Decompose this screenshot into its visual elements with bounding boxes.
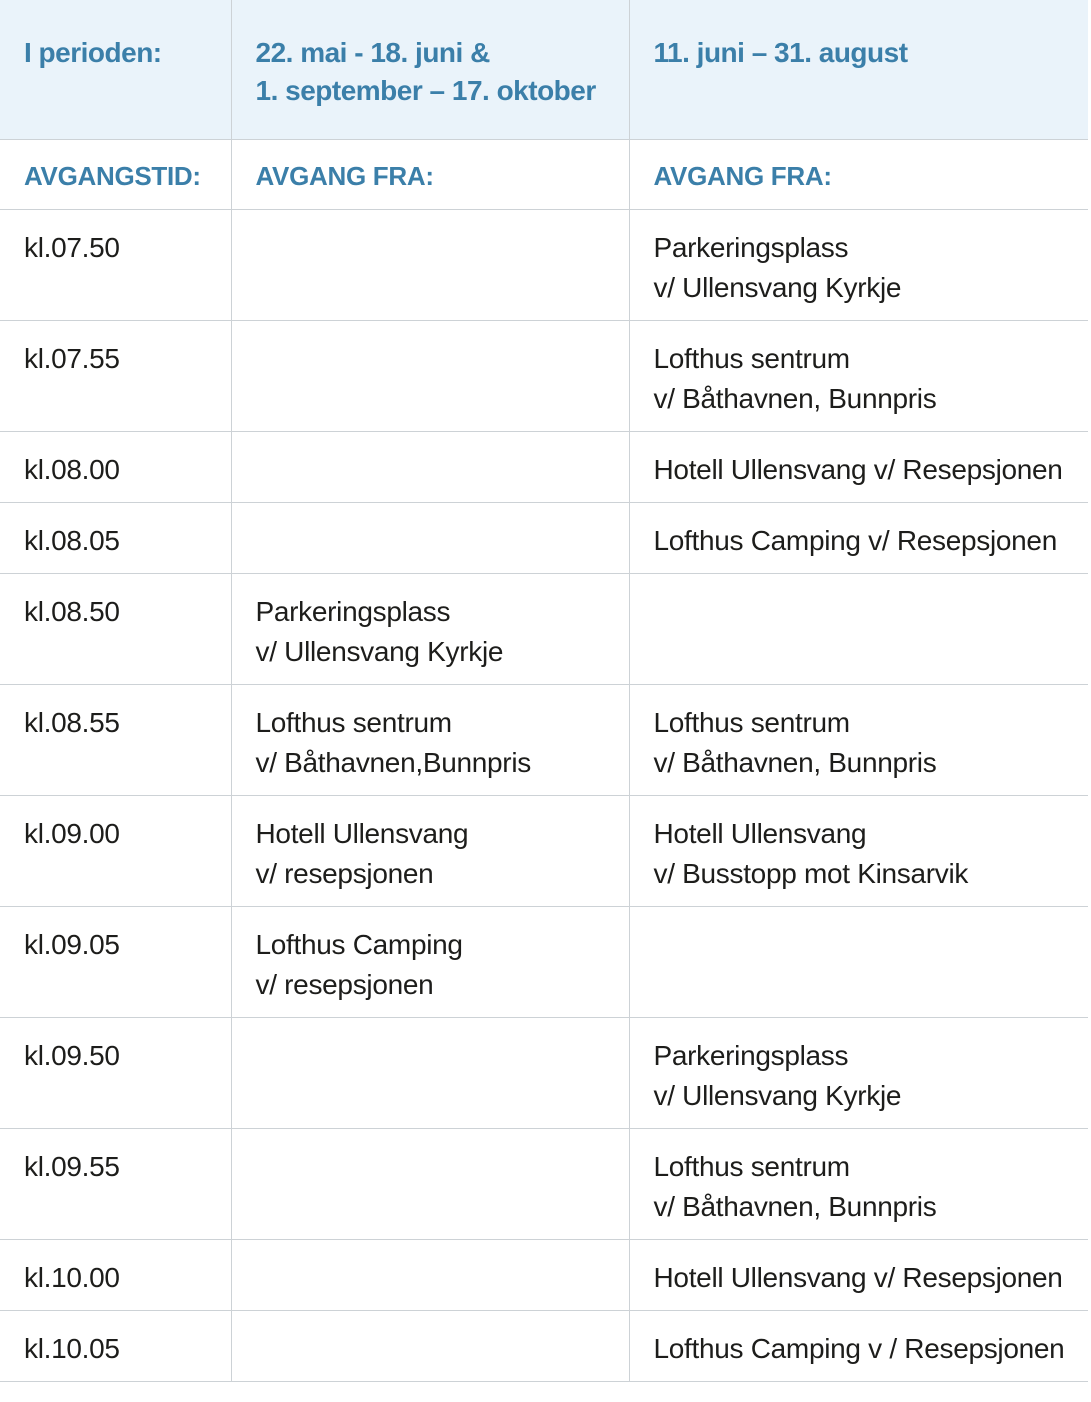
departure-location-line: Hotell Ullensvang v/ Resepsjonen: [653, 1261, 1063, 1293]
departure-location-col2-cell: [231, 1310, 629, 1381]
departure-location-line: Lofthus sentrum: [653, 342, 850, 374]
departure-location-col3-cell: [629, 502, 1088, 573]
schedule-row: [0, 795, 1088, 906]
departure-location-col2-cell: [231, 906, 629, 1017]
departure-location-line: v/ Båthavnen, Bunnpris: [653, 382, 937, 414]
departure-location-col2-cell: [231, 209, 629, 320]
departure-time: kl.08.55: [24, 706, 120, 738]
period-col2-line: 1. september – 17. oktober: [255, 75, 596, 106]
departure-time: kl.09.00: [24, 817, 120, 849]
departure-location-col3-cell: [629, 431, 1088, 502]
departure-location-line: Lofthus Camping: [255, 928, 463, 960]
departure-location-col3-cell: [629, 1310, 1088, 1381]
departure-location-col2-cell: [231, 573, 629, 684]
departure-location-col2-cell: [231, 502, 629, 573]
departure-location-line: Hotell Ullensvang v/ Resepsjonen: [653, 453, 1063, 485]
header-from2: AVGANG FRA:: [255, 160, 434, 191]
schedule-row: [0, 573, 1088, 684]
schedule-row: [0, 431, 1088, 502]
schedule-row: [0, 1128, 1088, 1239]
departure-location-line: v/ Ullensvang Kyrkje: [255, 635, 504, 667]
schedule-row: [0, 1239, 1088, 1310]
departure-location-line: Lofthus Camping v/ Resepsjonen: [653, 524, 1057, 556]
departure-location-line: v/ Båthavnen, Bunnpris: [653, 746, 937, 778]
departure-time: kl.10.05: [24, 1332, 120, 1364]
header-time: AVGANGSTID:: [24, 160, 201, 191]
schedule-row: [0, 209, 1088, 320]
departure-time-cell: [0, 1310, 231, 1381]
departure-time: kl.07.55: [24, 342, 120, 374]
departure-time: kl.08.50: [24, 595, 120, 627]
departure-time-cell: [0, 502, 231, 573]
departure-location-col3-cell: [629, 320, 1088, 431]
schedule-row: [0, 684, 1088, 795]
departure-location-line: v/ resepsjonen: [255, 857, 434, 889]
departure-time-cell: [0, 684, 231, 795]
departure-location-col3-cell: [629, 906, 1088, 1017]
departure-location-col2-cell: [231, 320, 629, 431]
departure-location-col3-cell: [629, 684, 1088, 795]
departure-time: kl.09.50: [24, 1039, 120, 1071]
period-col3-line: 11. juni – 31. august: [653, 37, 908, 68]
departure-time-cell: [0, 795, 231, 906]
departure-location-col3-cell: [629, 1128, 1088, 1239]
schedule-row: [0, 502, 1088, 573]
header-time-cell: [0, 139, 231, 209]
departure-location-line: v/ Båthavnen,Bunnpris: [255, 746, 531, 778]
departure-location-line: v/ Ullensvang Kyrkje: [653, 1079, 902, 1111]
departure-location-col2-cell: [231, 795, 629, 906]
departure-time: kl.08.05: [24, 524, 120, 556]
departure-time-cell: [0, 906, 231, 1017]
departure-time: kl.09.05: [24, 928, 120, 960]
departure-time-cell: [0, 320, 231, 431]
period-col3-cell: [629, 0, 1088, 139]
departure-time-cell: [0, 1017, 231, 1128]
schedule-row: [0, 906, 1088, 1017]
departure-time-cell: [0, 1239, 231, 1310]
departure-location-line: Parkeringsplass: [653, 1039, 849, 1071]
departure-location-line: Hotell Ullensvang: [255, 817, 469, 849]
period-label-cell: [0, 0, 231, 139]
departure-location-line: Hotell Ullensvang: [653, 817, 867, 849]
departure-location-col2-cell: [231, 1017, 629, 1128]
period-col2-line: 22. mai - 18. juni &: [255, 37, 490, 68]
departure-location-line: Lofthus sentrum: [255, 706, 452, 738]
period-row: [0, 0, 1088, 139]
departure-location-line: v/ Båthavnen, Bunnpris: [653, 1190, 937, 1222]
departure-time-cell: [0, 1128, 231, 1239]
departure-time-cell: [0, 209, 231, 320]
departure-location-col3-cell: [629, 1239, 1088, 1310]
column-header-row: [0, 139, 1088, 209]
departure-location-col3-cell: [629, 1017, 1088, 1128]
period-col2-cell: [231, 0, 629, 139]
departure-time: kl.08.00: [24, 453, 120, 485]
header-from2-cell: [231, 139, 629, 209]
departure-location-line: v/ Ullensvang Kyrkje: [653, 271, 902, 303]
departure-time-cell: [0, 573, 231, 684]
period-label: I perioden:: [24, 37, 162, 68]
schedule-row: [0, 320, 1088, 431]
departure-location-line: Parkeringsplass: [255, 595, 451, 627]
departure-location-col2-cell: [231, 684, 629, 795]
schedule-row: [0, 1310, 1088, 1381]
departure-location-col2-cell: [231, 1239, 629, 1310]
departure-location-line: Lofthus sentrum: [653, 1150, 850, 1182]
departure-location-col2-cell: [231, 1128, 629, 1239]
header-from3: AVGANG FRA:: [653, 160, 832, 191]
schedule-row: [0, 1017, 1088, 1128]
departure-time: kl.09.55: [24, 1150, 120, 1182]
departure-location-col3-cell: [629, 573, 1088, 684]
departure-time: kl.07.50: [24, 231, 120, 263]
departure-time-cell: [0, 431, 231, 502]
departure-location-line: v/ resepsjonen: [255, 968, 434, 1000]
header-from3-cell: [629, 139, 1088, 209]
departure-location-col2-cell: [231, 431, 629, 502]
departure-location-line: Lofthus sentrum: [653, 706, 850, 738]
departure-location-col3-cell: [629, 795, 1088, 906]
departure-location-line: Parkeringsplass: [653, 231, 849, 263]
departure-location-line: Lofthus Camping v / Resepsjonen: [653, 1332, 1065, 1364]
departure-time: kl.10.00: [24, 1261, 120, 1293]
departure-location-line: v/ Busstopp mot Kinsarvik: [653, 857, 969, 889]
departure-location-col3-cell: [629, 209, 1088, 320]
